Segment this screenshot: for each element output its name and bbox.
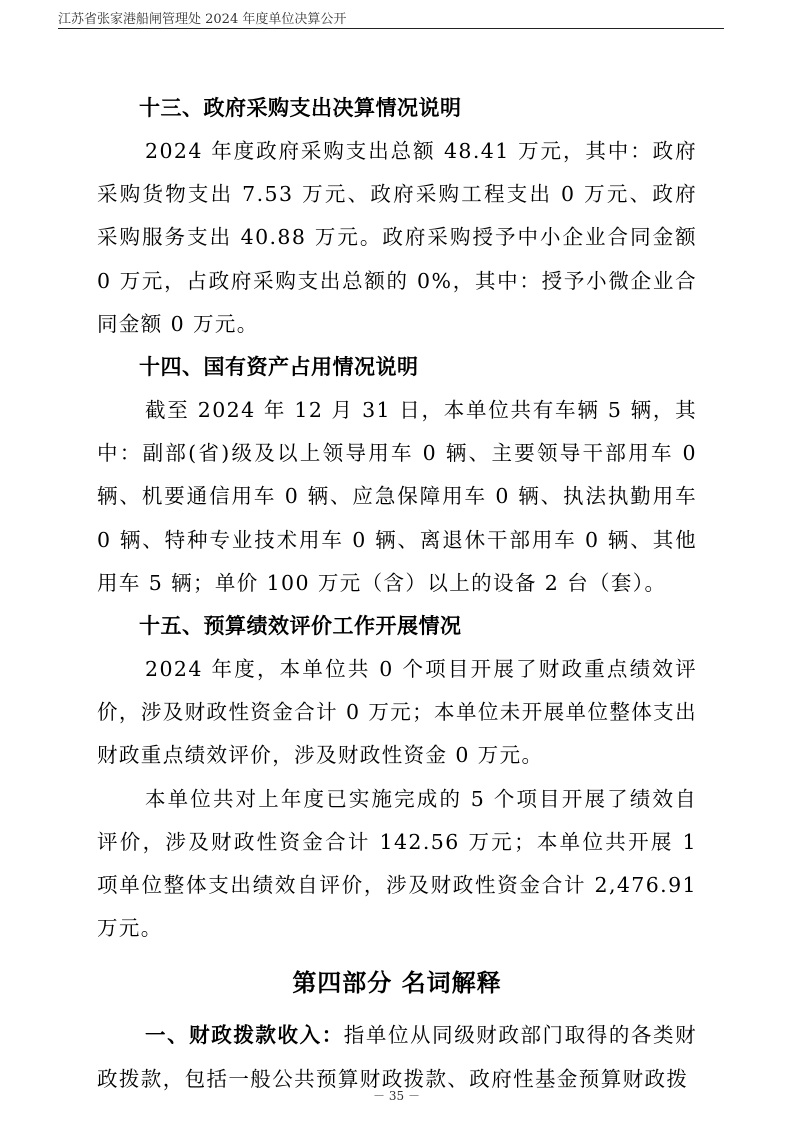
part-four-title: 第四部分 名词解释 — [292, 969, 502, 998]
section-heading-assets: 十四、国有资产占用情况说明 — [139, 355, 419, 380]
performance-paragraph-1: 2024 年度，本单位共 0 个项目开展了财政重点绩效评价，涉及财政性资金合计 0 万元；本单位未开展单位整体支出财政重点绩效评价，涉及财政性资金 0 万元。 — [97, 657, 697, 768]
performance-paragraph-2: 本单位共对上年度已实施完成的 5 个项目开展了绩效自评价，涉及财政性资金合计 142.56 万元；本单位共开展 1 项单位整体支出绩效自评价，涉及财政性资金合计 2,476.91 万元。 — [97, 786, 697, 941]
page-body — [97, 87, 697, 1101]
assets-paragraph: 截至 2024 年 12 月 31 日，本单位共有车辆 5 辆，其中：副部(省)级及以上领导用车 0 辆、主要领导干部用车 0 辆、机要通信用车 0 辆、应急保障用车 0 辆、执法执勤用车 0 辆、特种专业技术用车 0 辆、离退休干部用车 0 辆、其他用车 5 辆；单价 100 万元（含）以上的设备 2 台（套）。 — [97, 398, 697, 595]
section-heading-performance: 十五、预算绩效评价工作开展情况 — [139, 614, 462, 639]
header-divider — [58, 28, 724, 29]
definition-term: 一、财政拨款收入： — [145, 1023, 344, 1048]
definition-text: 指单位从同级财政部门取得的各类财政拨款，包括一般公共预算财政拨款、政府性基金预算财政拨 — [97, 1023, 697, 1091]
section-heading-procurement: 十三、政府采购支出决算情况说明 — [139, 96, 462, 120]
page-number: － 35 － — [373, 1089, 420, 1103]
document-header: 江苏省张家港船闸管理处 2024 年度单位决算公开 — [58, 12, 347, 27]
procurement-paragraph: 2024 年度政府采购支出总额 48.41 万元，其中：政府采购货物支出 7.53 万元、政府采购工程支出 0 万元、政府采购服务支出 40.88 万元。政府采购授予中小企业合同金额 0 万元，占政府采购支出总额的 0%，其中：授予小微企业合同金额 0 万元。 — [97, 139, 697, 336]
